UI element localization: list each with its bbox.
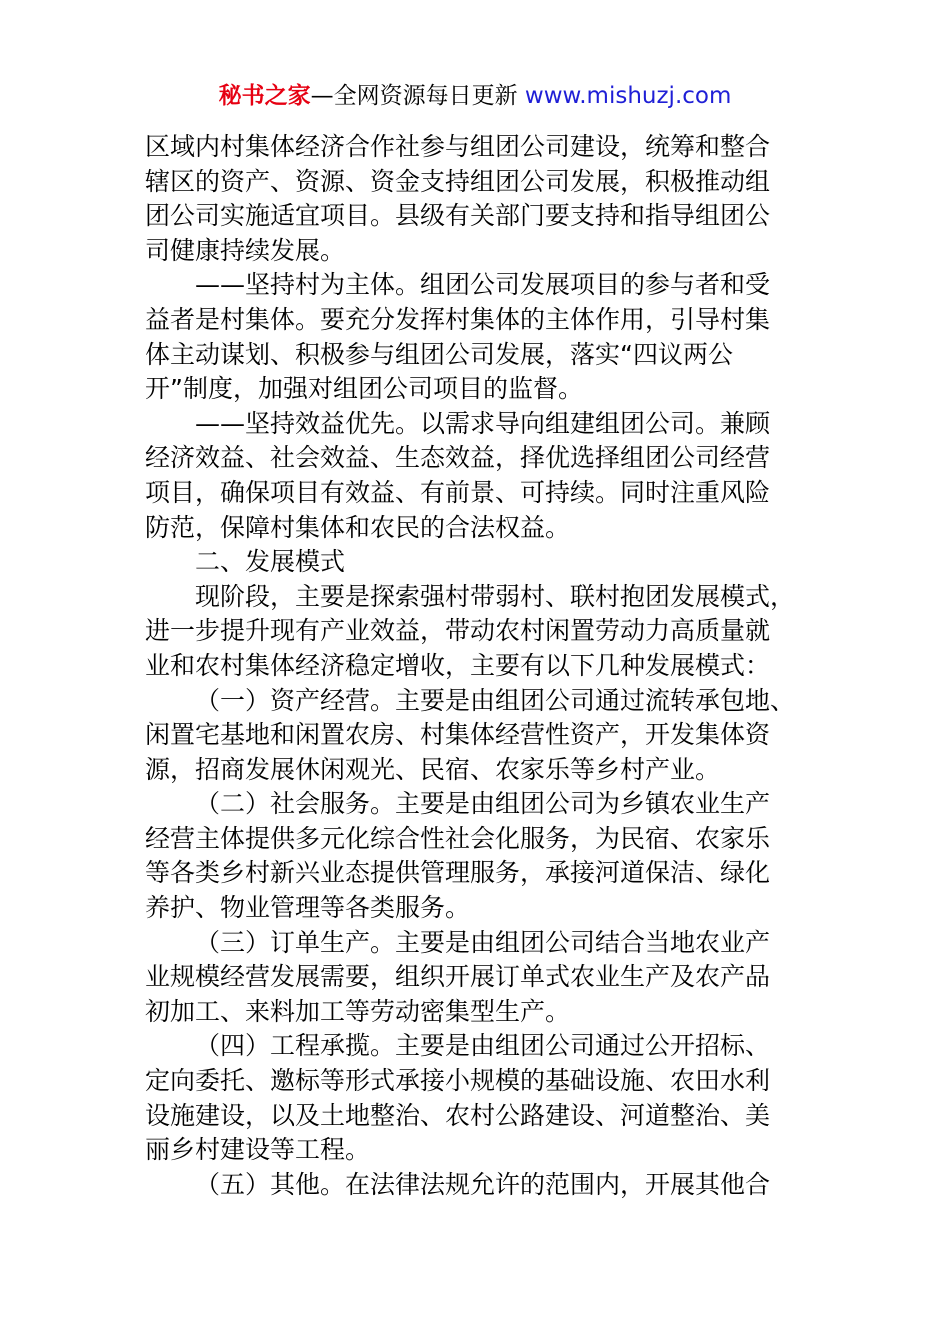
text-line: 经济效益、社会效益、生态效益，择优选择组团公司经营 bbox=[145, 443, 771, 473]
text-line: 源，招商发展休闲观光、民宿、农家乐等乡村产业。 bbox=[145, 754, 721, 784]
document-body bbox=[145, 130, 835, 1202]
site-brand: 秘书之家 bbox=[218, 83, 311, 109]
text-line: （五）其他。在法律法规允许的范围内，开展其他合 bbox=[195, 1169, 771, 1199]
text-line: 进一步提升现有产业效益，带动农村闲置劳动力高质量就 bbox=[145, 616, 771, 646]
text-line: 项目，确保项目有效益、有前景、可持续。同时注重风险 bbox=[145, 477, 771, 507]
text-line: 经营主体提供多元化综合性社会化服务，为民宿、农家乐 bbox=[145, 823, 771, 853]
text-line: ——坚持效益优先。以需求导向组建组团公司。兼顾 bbox=[195, 408, 771, 438]
text-line: 区域内村集体经济合作社参与组团公司建设，统筹和整合 bbox=[145, 132, 771, 161]
text-line: 等各类乡村新兴业态提供管理服务，承接河道保洁、绿化 bbox=[145, 858, 771, 888]
text-line: 闲置宅基地和闲置农房、村集体经营性资产，开发集体资 bbox=[145, 720, 771, 750]
text-line: 定向委托、邀标等形式承接小规模的基础设施、农田水利 bbox=[145, 1066, 771, 1096]
text-line: （四）工程承揽。主要是由组团公司通过公开招标、 bbox=[195, 1031, 771, 1061]
text-line: 业规模经营发展需要，组织开展订单式农业生产及农产品 bbox=[145, 962, 771, 992]
text-line: （二）社会服务。主要是由组团公司为乡镇农业生产 bbox=[195, 789, 771, 819]
text-line: 辖区的资产、资源、资金支持组团公司发展，积极推动组 bbox=[145, 166, 771, 196]
site-tagline: —全网资源每日更新 bbox=[310, 83, 525, 109]
text-line: 防范，保障村集体和农民的合法权益。 bbox=[145, 512, 571, 542]
text-line: 司健康持续发展。 bbox=[145, 235, 346, 265]
text-line: 养护、物业管理等各类服务。 bbox=[145, 893, 471, 923]
text-line: 体主动谋划、积极参与组团公司发展，落实“四议两公 bbox=[145, 339, 733, 369]
text-line: 二、发展模式 bbox=[195, 547, 346, 577]
text-line: 现阶段，主要是探索强村带弱村、联村抱团发展模式， bbox=[195, 581, 796, 611]
text-line: （三）订单生产。主要是由组团公司结合当地农业产 bbox=[195, 927, 771, 957]
text-line: （一）资产经营。主要是由组团公司通过流转承包地、 bbox=[195, 685, 796, 715]
text-line: ——坚持村为主体。组团公司发展项目的参与者和受 bbox=[195, 270, 771, 300]
text-line: 团公司实施适宜项目。县级有关部门要支持和指导组团公 bbox=[145, 201, 771, 231]
text-line: 开”制度，加强对组团公司项目的监督。 bbox=[145, 374, 583, 404]
text-line: 丽乡村建设等工程。 bbox=[145, 1135, 371, 1165]
site-url-link[interactable]: www.mishuzj.com bbox=[524, 83, 732, 109]
text-line: 设施建设，以及土地整治、农村公路建设、河道整治、美 bbox=[145, 1100, 771, 1130]
site-header bbox=[0, 78, 950, 114]
text-line: 业和农村集体经济稳定增收，主要有以下几种发展模式： bbox=[145, 650, 771, 680]
text-line: 初加工、来料加工等劳动密集型生产。 bbox=[145, 996, 571, 1026]
text-line: 益者是村集体。要充分发挥村集体的主体作用，引导村集 bbox=[145, 304, 771, 334]
